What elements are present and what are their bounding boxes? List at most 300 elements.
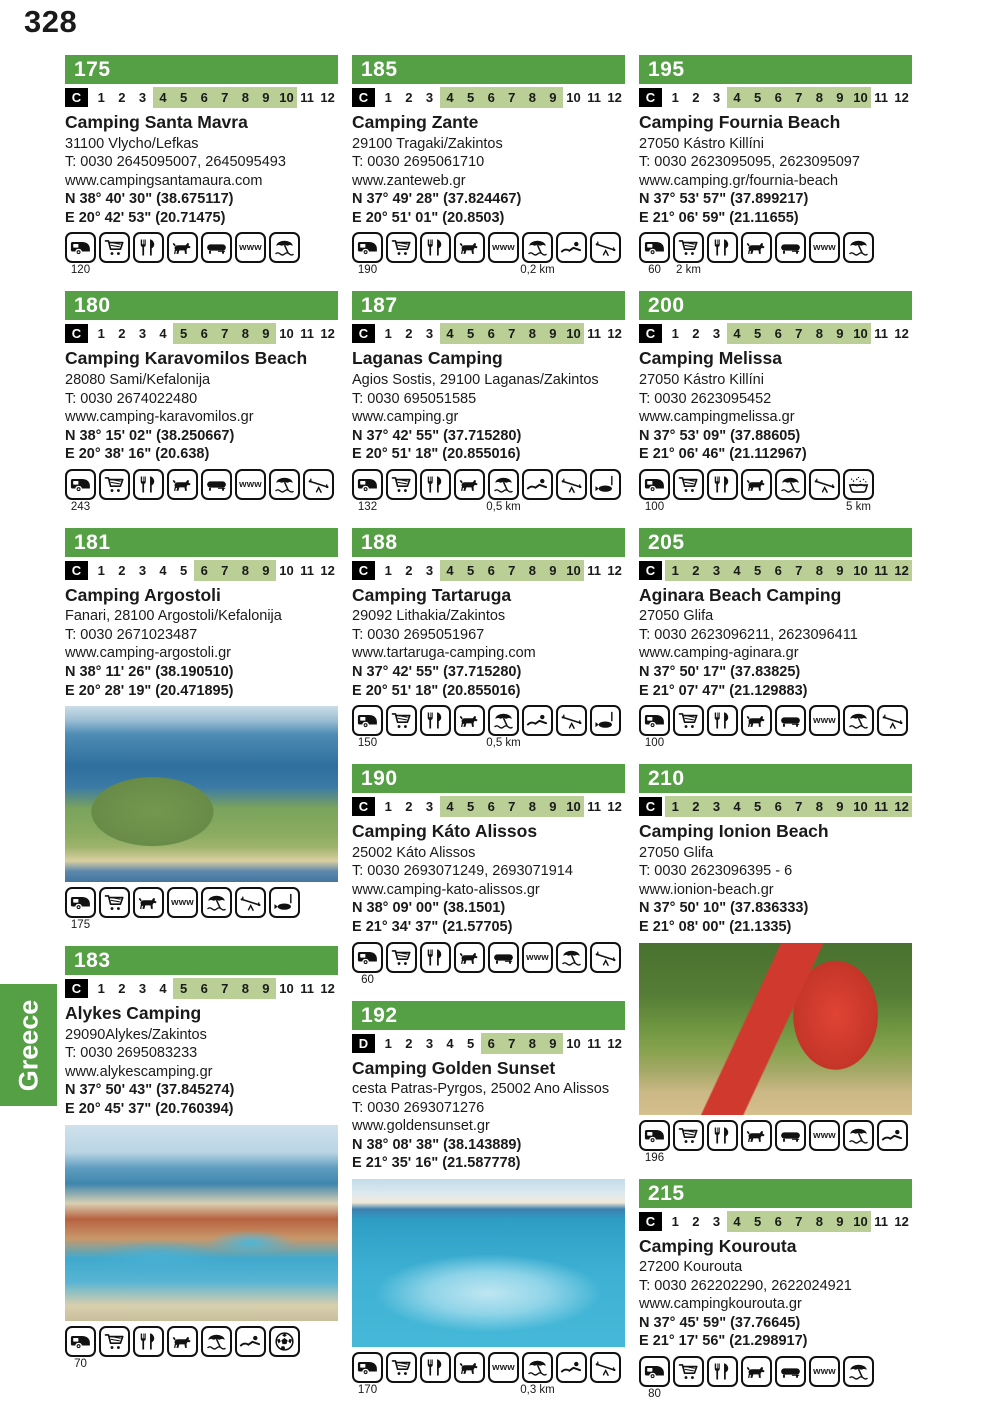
month-2: 2 bbox=[118, 326, 126, 342]
month-3: 3 bbox=[712, 1213, 721, 1229]
facility bbox=[741, 1356, 772, 1387]
month-5: 5 bbox=[747, 560, 768, 581]
category-letter-badge: C bbox=[352, 324, 375, 343]
facility bbox=[707, 1120, 738, 1151]
month-10: 10 bbox=[279, 981, 294, 997]
bed-icon bbox=[775, 705, 806, 736]
month-6: 6 bbox=[194, 87, 215, 108]
month-8: 8 bbox=[235, 560, 256, 581]
longitude-line: E 20° 42' 53" (20.71475) bbox=[65, 209, 226, 226]
month-8: 8 bbox=[522, 796, 543, 817]
entry-number-header: 180 bbox=[65, 291, 338, 320]
month-1: 1 bbox=[384, 562, 392, 578]
restaurant-icon bbox=[420, 232, 451, 263]
seesaw-icon bbox=[590, 1352, 621, 1383]
shopping-cart-icon bbox=[673, 1120, 704, 1151]
month-4: 4 bbox=[446, 1035, 454, 1051]
month-11: 11 bbox=[300, 90, 314, 105]
camping-name: Camping Santa Mavra bbox=[65, 112, 248, 132]
www-icon: www bbox=[522, 942, 553, 973]
facility-value: 150 bbox=[357, 737, 378, 750]
facility bbox=[269, 469, 300, 500]
latitude-line: N 37° 50' 10" (37.836333) bbox=[639, 900, 809, 917]
season-months-bar bbox=[65, 978, 338, 999]
www-icon: www bbox=[235, 232, 266, 263]
camping-entry bbox=[639, 764, 912, 1163]
month-7: 7 bbox=[501, 87, 522, 108]
month-9: 9 bbox=[830, 323, 851, 344]
facility-icons-row bbox=[65, 232, 338, 276]
address-line: 29092 Lithakia/Zakintos bbox=[352, 608, 506, 625]
facility bbox=[639, 1120, 670, 1164]
facility-value: 2 km bbox=[676, 264, 701, 277]
address-line: 29090Alykes/Zakintos bbox=[65, 1026, 207, 1043]
facility bbox=[707, 232, 738, 263]
facility-icons-row bbox=[639, 1120, 912, 1164]
month-1: 1 bbox=[384, 326, 392, 342]
caravan-icon bbox=[65, 1326, 96, 1357]
month-11: 11 bbox=[871, 560, 892, 581]
facility-value: 0,5 km bbox=[486, 737, 521, 750]
facility bbox=[167, 1326, 198, 1357]
facility bbox=[65, 1326, 96, 1370]
camping-entry bbox=[639, 1179, 912, 1400]
camping-name: Camping Kourouta bbox=[639, 1235, 797, 1256]
photo-beach-resort bbox=[65, 1125, 338, 1321]
longitude-line: E 21° 07' 47" (21.129883) bbox=[639, 682, 808, 699]
shopping-cart-icon bbox=[673, 705, 704, 736]
month-12: 12 bbox=[607, 1035, 622, 1051]
caravan-icon bbox=[639, 705, 670, 736]
facility bbox=[201, 232, 232, 263]
facility bbox=[167, 887, 198, 918]
facility bbox=[420, 232, 451, 263]
address-line: 27050 Glifa bbox=[639, 608, 714, 625]
facility bbox=[843, 469, 874, 513]
facility bbox=[556, 232, 587, 263]
facility-value: 175 bbox=[70, 919, 91, 932]
month-3: 3 bbox=[138, 562, 147, 578]
month-9: 9 bbox=[256, 560, 277, 581]
month-3: 3 bbox=[425, 326, 434, 342]
camping-entry bbox=[639, 291, 912, 512]
month-7: 7 bbox=[214, 323, 235, 344]
website-line: www.camping-kato-alissos.gr bbox=[352, 881, 540, 898]
facility-value: 100 bbox=[644, 737, 665, 750]
bed-icon bbox=[775, 1356, 806, 1387]
facility bbox=[707, 705, 738, 736]
month-8: 8 bbox=[809, 560, 830, 581]
month-11: 11 bbox=[874, 326, 888, 342]
longitude-line: E 20° 51' 18" (20.855016) bbox=[352, 682, 521, 699]
shopping-cart-icon bbox=[386, 469, 417, 500]
facility-value: 196 bbox=[644, 1151, 665, 1164]
www-icon: www bbox=[809, 705, 840, 736]
facility bbox=[386, 705, 417, 736]
facility bbox=[235, 887, 266, 918]
dog-icon bbox=[454, 705, 485, 736]
facility bbox=[352, 1352, 383, 1396]
restaurant-icon bbox=[133, 469, 164, 500]
month-11: 11 bbox=[587, 562, 601, 578]
month-5: 5 bbox=[460, 560, 481, 581]
facility bbox=[488, 705, 519, 749]
month-1: 1 bbox=[97, 326, 105, 342]
entry-number-header: 200 bbox=[639, 291, 912, 320]
month-10: 10 bbox=[279, 562, 294, 578]
website-line: www.camping-aginara.gr bbox=[639, 645, 799, 662]
month-4: 4 bbox=[727, 323, 748, 344]
month-9: 9 bbox=[830, 1211, 851, 1232]
restaurant-icon bbox=[420, 942, 451, 973]
restaurant-icon bbox=[420, 469, 451, 500]
country-tab-label: Greece bbox=[13, 999, 44, 1091]
address-line: 27050 Kástro Killíni bbox=[639, 135, 764, 152]
category-letter-badge: C bbox=[352, 561, 375, 580]
dog-icon bbox=[454, 469, 485, 500]
phone-line: T: 0030 695051585 bbox=[352, 390, 477, 407]
facility bbox=[809, 469, 840, 500]
shopping-cart-icon bbox=[673, 232, 704, 263]
seesaw-icon bbox=[235, 887, 266, 918]
month-12: 12 bbox=[891, 796, 912, 817]
facility bbox=[420, 705, 451, 736]
month-9: 9 bbox=[830, 87, 851, 108]
facility bbox=[775, 1356, 806, 1387]
dog-icon bbox=[167, 469, 198, 500]
facility-icons-row bbox=[65, 469, 338, 513]
latitude-line: N 37° 42' 55" (37.715280) bbox=[352, 664, 522, 681]
facility bbox=[99, 469, 130, 500]
month-10: 10 bbox=[850, 796, 871, 817]
latitude-line: N 38° 11' 26" (38.190510) bbox=[65, 664, 234, 681]
website-line: www.campingsantamaura.com bbox=[65, 172, 263, 189]
month-2: 2 bbox=[686, 796, 707, 817]
month-3: 3 bbox=[712, 326, 721, 342]
month-6: 6 bbox=[768, 796, 789, 817]
month-3: 3 bbox=[425, 799, 434, 815]
entry-number-header: 185 bbox=[352, 55, 625, 84]
bed-icon bbox=[775, 1120, 806, 1151]
www-icon: www bbox=[809, 232, 840, 263]
month-10: 10 bbox=[850, 560, 871, 581]
latitude-line: N 37° 53' 09" (37.88605) bbox=[639, 427, 801, 444]
facility bbox=[673, 705, 704, 736]
facility-value: 0,2 km bbox=[520, 264, 555, 277]
fish-icon bbox=[590, 469, 621, 500]
facility-icons-row bbox=[639, 232, 912, 276]
facility bbox=[269, 232, 300, 263]
bath-icon bbox=[843, 469, 874, 500]
month-6: 6 bbox=[481, 87, 502, 108]
facility-value: 132 bbox=[357, 500, 378, 513]
facility bbox=[201, 887, 232, 918]
facility-value: 60 bbox=[361, 973, 374, 986]
website-line: www.tartaruga-camping.com bbox=[352, 645, 536, 662]
facility bbox=[133, 1326, 164, 1357]
facility bbox=[454, 705, 485, 736]
address-line: 25002 Káto Alissos bbox=[352, 844, 476, 861]
month-2: 2 bbox=[118, 90, 126, 105]
facility bbox=[235, 469, 266, 500]
longitude-line: E 20° 51' 01" (20.8503) bbox=[352, 209, 505, 226]
seesaw-icon bbox=[556, 705, 587, 736]
month-11: 11 bbox=[300, 326, 314, 342]
category-letter-badge: C bbox=[65, 88, 88, 107]
football-icon bbox=[269, 1326, 300, 1357]
month-5: 5 bbox=[173, 323, 194, 344]
website-line: www.alykescamping.gr bbox=[65, 1063, 213, 1080]
seesaw-icon bbox=[556, 469, 587, 500]
facility bbox=[843, 1356, 874, 1387]
beach-umbrella-icon bbox=[269, 232, 300, 263]
longitude-line: E 20° 51' 18" (20.855016) bbox=[352, 446, 521, 463]
facility bbox=[235, 232, 266, 263]
facility bbox=[420, 942, 451, 973]
caravan-icon bbox=[65, 469, 96, 500]
dog-icon bbox=[741, 1120, 772, 1151]
month-5: 5 bbox=[173, 978, 194, 999]
facility-value: 5 km bbox=[846, 500, 871, 513]
website-line: www.camping.gr bbox=[352, 409, 459, 426]
month-8: 8 bbox=[809, 87, 830, 108]
facility bbox=[590, 1352, 621, 1383]
month-7: 7 bbox=[214, 978, 235, 999]
month-9: 9 bbox=[830, 560, 851, 581]
camping-entry bbox=[352, 291, 625, 512]
facility-value: 0,5 km bbox=[486, 500, 521, 513]
month-4: 4 bbox=[727, 560, 748, 581]
phone-line: T: 0030 2695051967 bbox=[352, 626, 485, 643]
www-icon: www bbox=[488, 1352, 519, 1383]
restaurant-icon bbox=[707, 1356, 738, 1387]
column-1 bbox=[65, 55, 338, 1415]
caravan-icon bbox=[639, 1356, 670, 1387]
latitude-line: N 37° 50' 17" (37.83825) bbox=[639, 664, 801, 681]
website-line: www.camping-karavomilos.gr bbox=[65, 409, 254, 426]
month-3: 3 bbox=[138, 326, 147, 342]
country-tab bbox=[0, 984, 57, 1106]
entry-number-header: 183 bbox=[65, 946, 338, 975]
facility-value: 120 bbox=[70, 264, 91, 277]
longitude-line: E 20° 28' 19" (20.471895) bbox=[65, 682, 234, 699]
camping-name: Camping Tartaruga bbox=[352, 584, 512, 605]
month-3: 3 bbox=[138, 90, 147, 105]
category-letter-badge: C bbox=[639, 88, 662, 107]
camping-entry bbox=[65, 291, 338, 512]
photo-aerial-coast bbox=[65, 706, 338, 882]
category-letter-badge: C bbox=[352, 88, 375, 107]
month-1: 1 bbox=[384, 90, 392, 105]
month-4: 4 bbox=[159, 981, 167, 997]
camping-name: Camping Káto Alissos bbox=[352, 821, 538, 842]
month-2: 2 bbox=[692, 326, 700, 342]
facility-value: 100 bbox=[644, 500, 665, 513]
latitude-line: N 37° 45' 59" (37.76645) bbox=[639, 1314, 801, 1331]
month-9: 9 bbox=[543, 1033, 564, 1054]
column-2 bbox=[352, 55, 625, 1415]
entry-number-header: 205 bbox=[639, 528, 912, 557]
facility-icons-row bbox=[352, 232, 625, 276]
month-12: 12 bbox=[894, 1213, 909, 1229]
category-letter-badge: C bbox=[65, 561, 88, 580]
season-months-bar bbox=[639, 1211, 912, 1232]
month-11: 11 bbox=[874, 90, 888, 105]
beach-umbrella-icon bbox=[843, 705, 874, 736]
month-12: 12 bbox=[891, 560, 912, 581]
dog-icon bbox=[741, 232, 772, 263]
address-line: 27050 Kástro Killíni bbox=[639, 372, 764, 389]
month-7: 7 bbox=[788, 560, 809, 581]
month-9: 9 bbox=[256, 87, 277, 108]
season-months-bar bbox=[639, 560, 912, 581]
listing-columns bbox=[65, 55, 912, 1415]
camping-name: Camping Ionion Beach bbox=[639, 821, 829, 842]
month-6: 6 bbox=[481, 323, 502, 344]
shopping-cart-icon bbox=[386, 232, 417, 263]
month-7: 7 bbox=[788, 87, 809, 108]
phone-line: T: 0030 2623096211, 2623096411 bbox=[639, 626, 858, 643]
longitude-line: E 21° 17' 56" (21.298917) bbox=[639, 1333, 808, 1350]
facility bbox=[65, 469, 96, 513]
month-2: 2 bbox=[405, 326, 413, 342]
month-1: 1 bbox=[97, 562, 105, 578]
camping-entry bbox=[65, 528, 338, 931]
facility-icons-row bbox=[352, 942, 625, 986]
phone-line: T: 0030 2623096395 - 6 bbox=[639, 863, 793, 880]
page-number: 328 bbox=[24, 4, 78, 39]
beach-umbrella-icon bbox=[522, 1352, 553, 1383]
facility bbox=[775, 1120, 806, 1151]
month-11: 11 bbox=[587, 326, 601, 342]
longitude-line: E 21° 35' 16" (21.587778) bbox=[352, 1155, 521, 1172]
seesaw-icon bbox=[590, 232, 621, 263]
www-icon: www bbox=[488, 232, 519, 263]
phone-line: T: 0030 262202290, 2622024921 bbox=[639, 1277, 852, 1294]
month-12: 12 bbox=[320, 326, 335, 342]
facility bbox=[99, 887, 130, 918]
month-11: 11 bbox=[587, 90, 601, 105]
shopping-cart-icon bbox=[99, 232, 130, 263]
phone-line: T: 0030 2623095095, 2623095097 bbox=[639, 154, 860, 171]
month-1: 1 bbox=[671, 1213, 679, 1229]
month-9: 9 bbox=[543, 87, 564, 108]
facility bbox=[386, 469, 417, 500]
season-months-bar bbox=[352, 560, 625, 581]
seesaw-icon bbox=[303, 469, 334, 500]
facility bbox=[775, 469, 806, 500]
caravan-icon bbox=[352, 942, 383, 973]
facility bbox=[420, 469, 451, 500]
month-7: 7 bbox=[501, 796, 522, 817]
restaurant-icon bbox=[707, 232, 738, 263]
facility bbox=[352, 469, 383, 513]
address-line: Fanari, 28100 Argostoli/Kefalonija bbox=[65, 608, 282, 625]
caravan-icon bbox=[639, 469, 670, 500]
phone-line: T: 0030 2695061710 bbox=[352, 154, 485, 171]
photo-pool bbox=[352, 1179, 625, 1347]
facility bbox=[201, 469, 232, 500]
month-11: 11 bbox=[300, 981, 314, 997]
category-letter-badge: C bbox=[352, 797, 375, 816]
month-10: 10 bbox=[566, 90, 581, 105]
facility bbox=[707, 469, 738, 500]
facility-value: 60 bbox=[648, 264, 661, 277]
entry-number-header: 210 bbox=[639, 764, 912, 793]
facility bbox=[639, 705, 670, 749]
entry-number-header: 215 bbox=[639, 1179, 912, 1208]
month-5: 5 bbox=[173, 87, 194, 108]
month-6: 6 bbox=[194, 560, 215, 581]
month-3: 3 bbox=[138, 981, 147, 997]
facility-value: 0,3 km bbox=[520, 1383, 555, 1396]
facility bbox=[133, 469, 164, 500]
facility bbox=[522, 705, 553, 736]
swimmer-icon bbox=[877, 1120, 908, 1151]
facility bbox=[454, 232, 485, 263]
facility bbox=[590, 469, 621, 500]
season-months-bar bbox=[65, 87, 338, 108]
month-9: 9 bbox=[830, 796, 851, 817]
month-3: 3 bbox=[425, 562, 434, 578]
facility-icons-row bbox=[639, 705, 912, 749]
facility bbox=[522, 942, 553, 973]
camping-name: Camping Fournia Beach bbox=[639, 112, 841, 132]
beach-umbrella-icon bbox=[488, 469, 519, 500]
beach-umbrella-icon bbox=[201, 887, 232, 918]
beach-umbrella-icon bbox=[843, 1120, 874, 1151]
longitude-line: E 20° 45' 37" (20.760394) bbox=[65, 1100, 234, 1117]
month-10: 10 bbox=[279, 326, 294, 342]
facility bbox=[352, 232, 383, 276]
facility bbox=[590, 705, 621, 736]
month-3: 3 bbox=[425, 1035, 434, 1051]
facility bbox=[843, 705, 874, 736]
facility bbox=[522, 469, 553, 500]
caravan-icon bbox=[65, 887, 96, 918]
facility bbox=[65, 887, 96, 931]
camping-entry bbox=[352, 528, 625, 749]
facility bbox=[843, 232, 874, 263]
month-12: 12 bbox=[607, 562, 622, 578]
camping-entry bbox=[352, 55, 625, 276]
latitude-line: N 38° 09' 00" (38.1501) bbox=[352, 900, 506, 917]
facility bbox=[488, 232, 519, 263]
category-letter-badge: C bbox=[639, 561, 662, 580]
month-12: 12 bbox=[894, 90, 909, 105]
month-4: 4 bbox=[159, 562, 167, 578]
facility bbox=[133, 232, 164, 263]
facility bbox=[522, 232, 553, 276]
fish-icon bbox=[269, 887, 300, 918]
shopping-cart-icon bbox=[386, 942, 417, 973]
website-line: www.camping-argostoli.gr bbox=[65, 645, 232, 662]
latitude-line: N 37° 50' 43" (37.845274) bbox=[65, 1082, 235, 1099]
month-7: 7 bbox=[788, 1211, 809, 1232]
month-7: 7 bbox=[501, 1033, 522, 1054]
facility bbox=[639, 1356, 670, 1400]
month-2: 2 bbox=[118, 562, 126, 578]
photo-playground bbox=[639, 943, 912, 1115]
month-1: 1 bbox=[384, 1035, 392, 1051]
month-5: 5 bbox=[460, 323, 481, 344]
www-icon: www bbox=[809, 1356, 840, 1387]
camping-entry bbox=[352, 764, 625, 985]
month-7: 7 bbox=[788, 323, 809, 344]
season-months-bar bbox=[639, 796, 912, 817]
facility bbox=[741, 705, 772, 736]
facility bbox=[201, 1326, 232, 1357]
